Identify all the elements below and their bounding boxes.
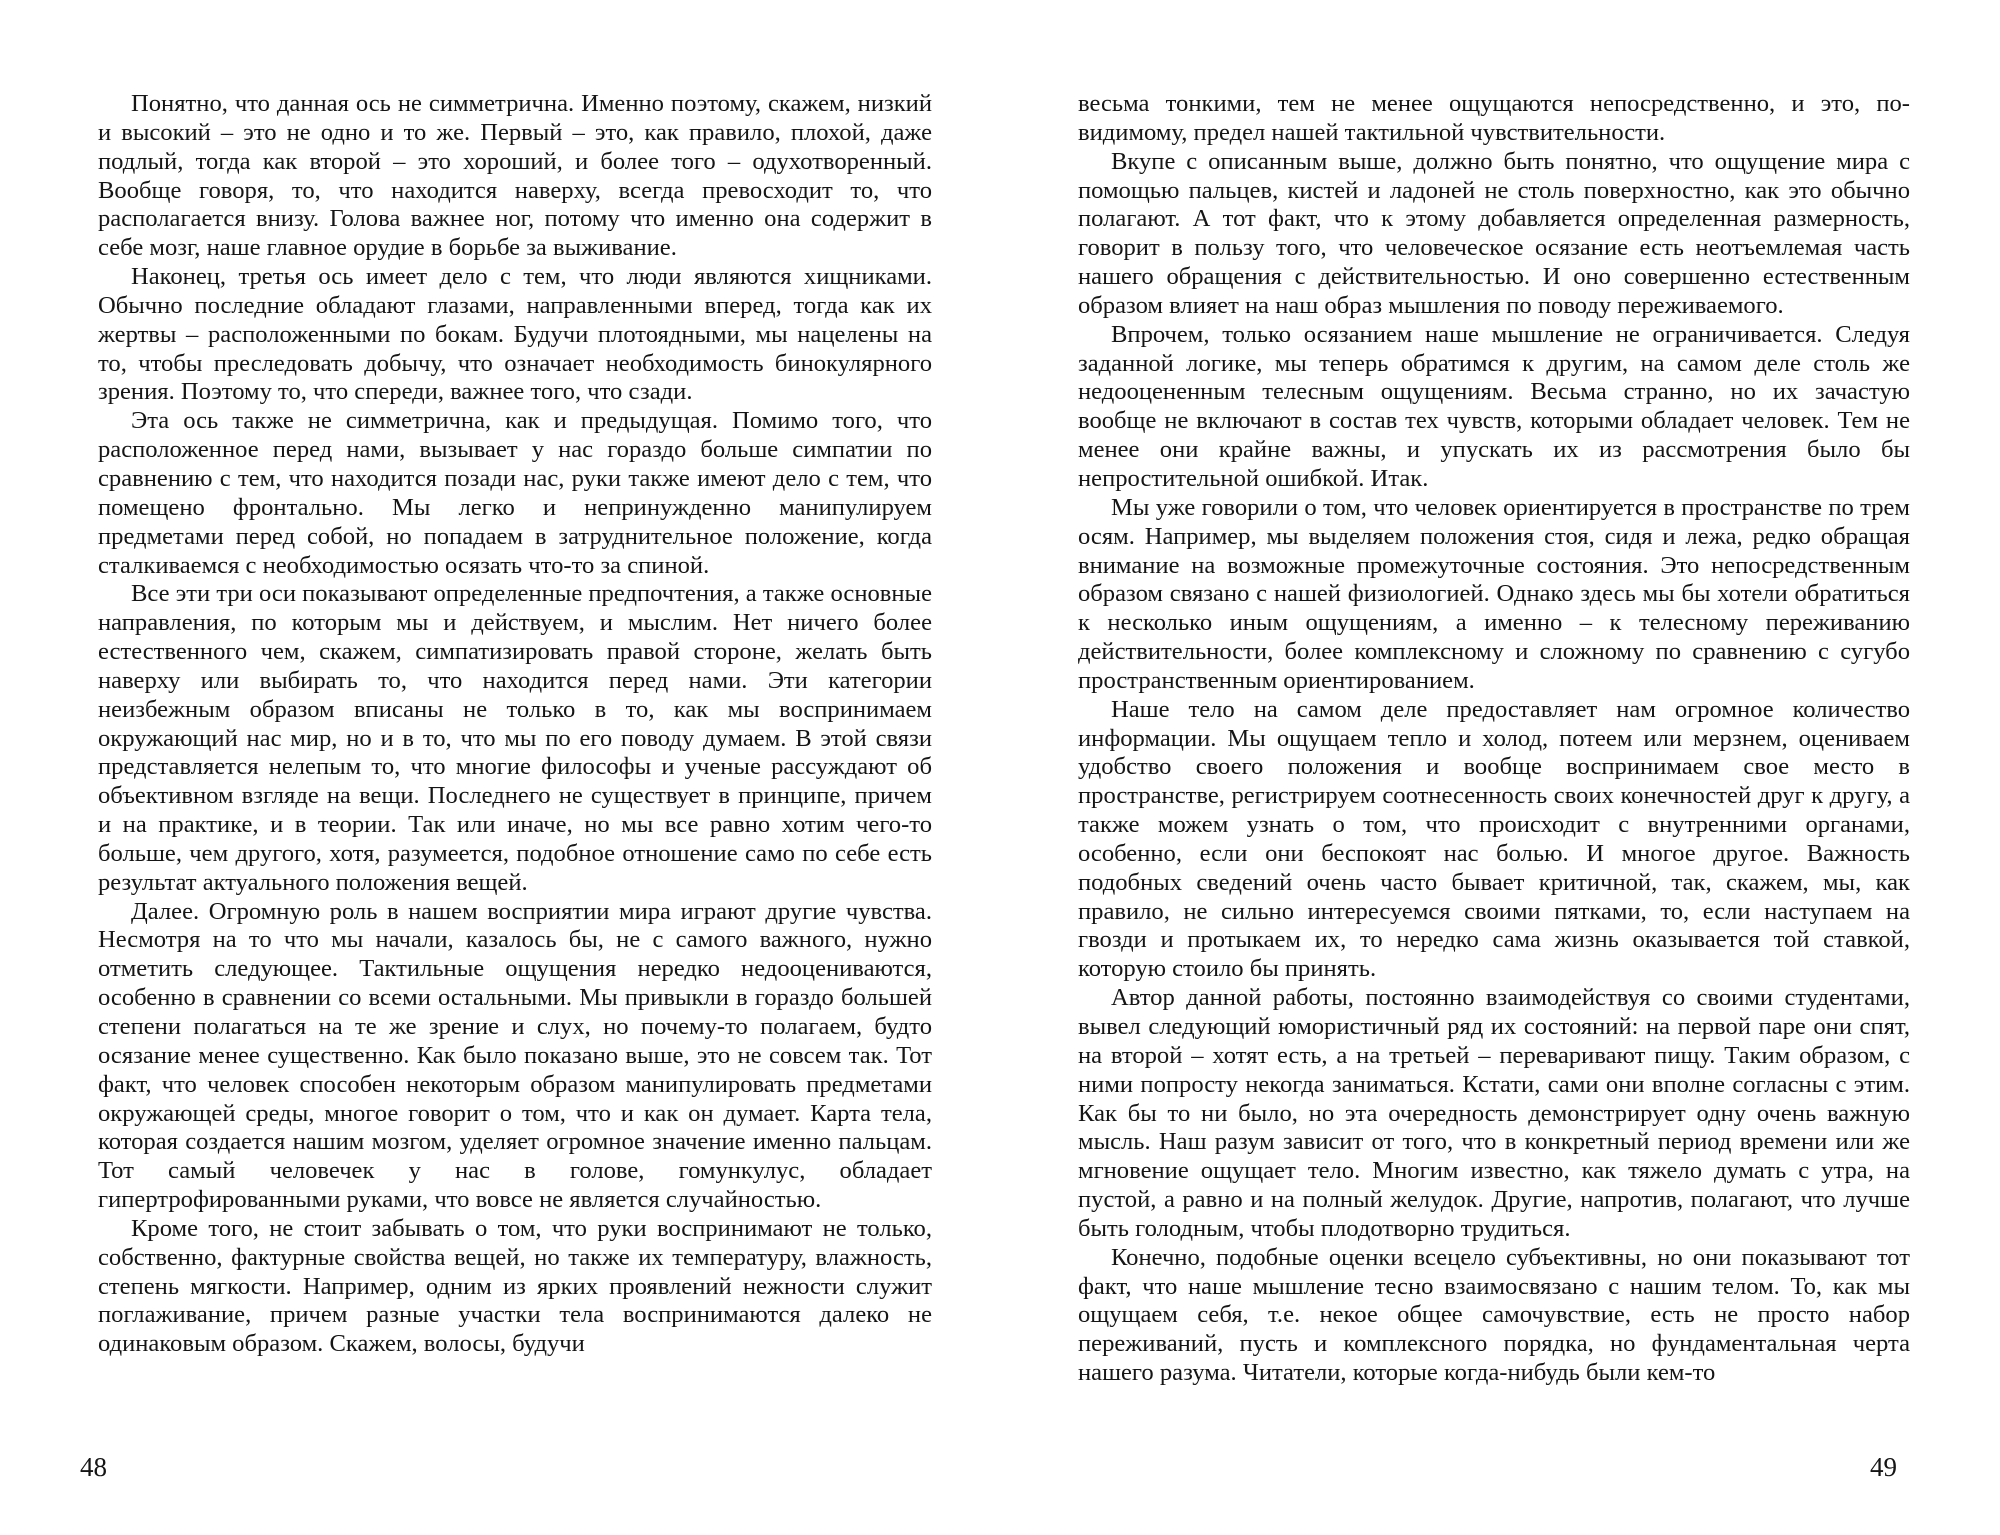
- page-number: 48: [80, 1452, 107, 1482]
- paragraph: Все эти три оси показывают определенные предпочтения, а также основные направления, по которым мы и действуем, и мыслим. Нет ничего более естественного чем, скажем, симпатизировать правой стороне, желать быть наверху или выбирать то, что находится перед нами. Эти категории неизбежным образом вписаны не только в то, как мы воспринимаем окружающий нас мир, но и в то, что мы по его поводу думаем. В этой связи представляется нелепым то, что многие философы и ученые рассуждают об объективном взгляде на вещи. Последнего не существует в принципе, причем и на практике, и в теории. Так или иначе, но мы все равно хотим чего-то больше, чем другого, хотя, разумеется, подобное отношение само по себе есть результат актуального положения вещей.: [98, 580, 932, 896]
- paragraph: Далее. Огромную роль в нашем восприятии мира играют другие чувства. Несмотря на то что мы начали, казалось бы, не с самого важного, нужно отметить следующее. Тактильные ощущения нередко недооцениваются, особенно в сравнении со всеми остальными. Мы привыкли в гораздо большей степени полагаться на те же зрение и слух, но почему-то полагаем, будто осязание менее существенно. Как было показано выше, это не совсем так. Тот факт, что человек способен некоторым образом манипулировать предметами окружающей среды, многое говорит о том, что и как он думает. Карта тела, которая создается нашим мозгом, уделяет огромное значение именно пальцам. Тот самый человечек у нас в голове, гомункулус, обладает гипертрофированными руками, что вовсе не является случайностью.: [98, 897, 932, 1214]
- paragraph: Впрочем, только осязанием наше мышление не ограничивается. Следуя заданной логике, мы теперь обратимся к другим, на самом деле столь же недооцененным телесным ощущениям. Весьма странно, но их зачастую вообще не включают в состав тех чувств, которыми обладает человек. Тем не менее они крайне важны, и упускать их из рассмотрения было бы непростительной ошибкой. Итак.: [1078, 320, 1910, 492]
- paragraph: Эта ось также не симметрична, как и предыдущая. Помимо того, что расположенное перед нами, вызывает у нас гораздо больше симпатии по сравнению с тем, что находится позади нас, руки также имеют дело с тем, что помещено фронтально. Мы легко и непринужденно манипулируем предметами перед собой, но попадаем в затруднительное положение, когда сталкиваемся с необходимостью осязать что-то за спиной.: [98, 407, 932, 579]
- left-page-text: [98, 90, 932, 1359]
- paragraph-continued: весьма тонкими, тем не менее ощущаются непосредственно, и это, по-видимому, предел нашей тактильной чувствительности.: [1078, 90, 1910, 146]
- paragraph: Конечно, подобные оценки всецело субъективны, но они показывают тот факт, что наше мышление тесно взаимосвязано с нашим телом. То, как мы ощущаем себя, т.е. некое общее самочувствие, есть не просто набор переживаний, пусть и комплексного порядка, но фундаментальная черта нашего разума. Читатели, которые когда-нибудь были кем-то: [1078, 1243, 1910, 1387]
- right-page: [1000, 0, 2000, 1535]
- paragraph: Наконец, третья ось имеет дело с тем, что люди являются хищниками. Обычно последние обладают глазами, направленными вперед, тогда как их жертвы – расположенными по бокам. Будучи плотоядными, мы нацелены на то, чтобы преследовать добычу, что означает необходимость бинокулярного зрения. Поэтому то, что спереди, важнее того, что сзади.: [98, 263, 932, 406]
- paragraph: Мы уже говорили о том, что человек ориентируется в пространстве по трем осям. Например, мы выделяем положения стоя, сидя и лежа, редко обращая внимание на возможные промежуточные состояния. Это непосредственным образом связано с нашей физиологией. Однако здесь мы бы хотели обратиться к несколько иным ощущениям, а именно – к телесному переживанию действительности, более комплексному и сложному по сравнению с сугубо пространственным ориентированием.: [1078, 493, 1910, 694]
- paragraph: Автор данной работы, постоянно взаимодействуя со своими студентами, вывел следующий юмористичный ряд их состояний: на первой паре они спят, на второй – хотят есть, а на третьей – переваривают пищу. Таким образом, с ними попросту некогда заниматься. Кстати, сами они вполне согласны с этим. Как бы то ни было, но эта очередность демонстрирует одну очень важную мысль. Наш разум зависит от того, что в конкретный период времени или же мгновение ощущает тело. Многим известно, как тяжело думать с утра, на пустой, а равно и на полный желудок. Другие, напротив, полагают, что лучше быть голодным, чтобы плодотворно трудиться.: [1078, 984, 1910, 1242]
- paragraph: Наше тело на самом деле предоставляет нам огромное количество информации. Мы ощущаем тепло и холод, потеем или мерзнем, оцениваем удобство своего положения и вообще воспринимаем свое место в пространстве, регистрируем соотнесенность своих конечностей друг к другу, а также можем узнать о том, что происходит с внутренними органами, особенно, если они беспокоят нас болью. И многое другое. Важность подобных сведений очень часто бывает критичной, так, скажем, мы, как правило, не сильно интересуемся своими пятками, то, если наступаем на гвозди и протыкаем их, то нередко сама жизнь оказывается той ставкой, которую стоило бы принять.: [1078, 695, 1910, 983]
- paragraph: Понятно, что данная ось не симметрична. Именно поэтому, скажем, низкий и высокий – это не одно и то же. Первый – это, как правило, плохой, даже подлый, тогда как второй – это хороший, и более того – одухотворенный. Вообще говоря, то, что находится наверху, всегда превосходит то, что располагается внизу. Голова важнее ног, потому что именно она содержит в себе мозг, наше главное орудие в борьбе за выживание.: [98, 90, 932, 262]
- page-number: 49: [1870, 1452, 1897, 1482]
- paragraph: Кроме того, не стоит забывать о том, что руки воспринимают не только, собственно, фактурные свойства вещей, но также их температуру, влажность, степень мягкости. Например, одним из ярких проявлений нежности служит поглаживание, причем разные участки тела воспринимаются далеко не одинаковым образом. Скажем, волосы, будучи: [98, 1214, 932, 1358]
- paragraph: Вкупе с описанным выше, должно быть понятно, что ощущение мира с помощью пальцев, кистей и ладоней не столь поверхностно, как это обычно полагают. А тот факт, что к этому добавляется определенная размерность, говорит в пользу того, что человеческое осязание есть неотъемлемая часть нашего обращения с действительностью. И оно совершенно естественным образом влияет на наш образ мышления по поводу переживаемого.: [1078, 147, 1910, 319]
- right-page-text: [1078, 90, 1910, 1388]
